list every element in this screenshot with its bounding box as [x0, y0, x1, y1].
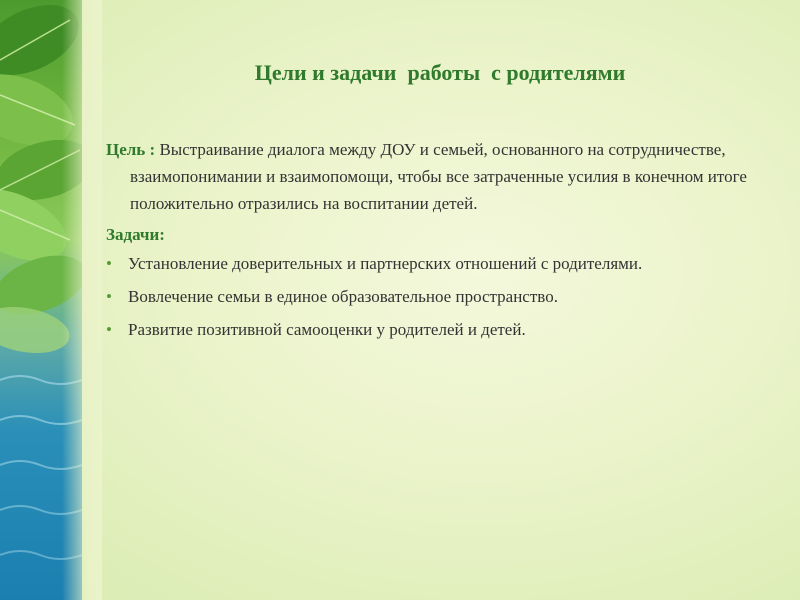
list-item [106, 250, 756, 277]
bullet-icon: • [106, 287, 112, 306]
list-item [106, 316, 756, 343]
bullet-icon: • [106, 320, 112, 339]
slide-title: Цели и задачи работы с родителями [254, 60, 626, 85]
tasks-list [106, 250, 756, 343]
tasks-label: Задачи: [106, 225, 165, 244]
decor-fade [62, 0, 102, 600]
task-text: Установление доверительных и партнерских отношений с родителями. [128, 254, 643, 273]
task-text: Вовлечение семьи в единое образовательное пространство. [128, 287, 558, 306]
list-item [106, 283, 756, 310]
goal-text: Выстраивание диалога между ДОУ и семьей, основанного на сотрудничестве, взаимопонимании и взаимопомощи, чтобы все затраченные усилия в конечном итоге положительно отразились на воспитании детей. [130, 140, 747, 213]
slide-content [106, 136, 756, 349]
bullet-icon: • [106, 254, 112, 273]
goal-paragraph [106, 136, 756, 217]
goal-label: Цель : [106, 140, 156, 159]
task-text: Развитие позитивной самооценки у родителей и детей. [128, 320, 526, 339]
